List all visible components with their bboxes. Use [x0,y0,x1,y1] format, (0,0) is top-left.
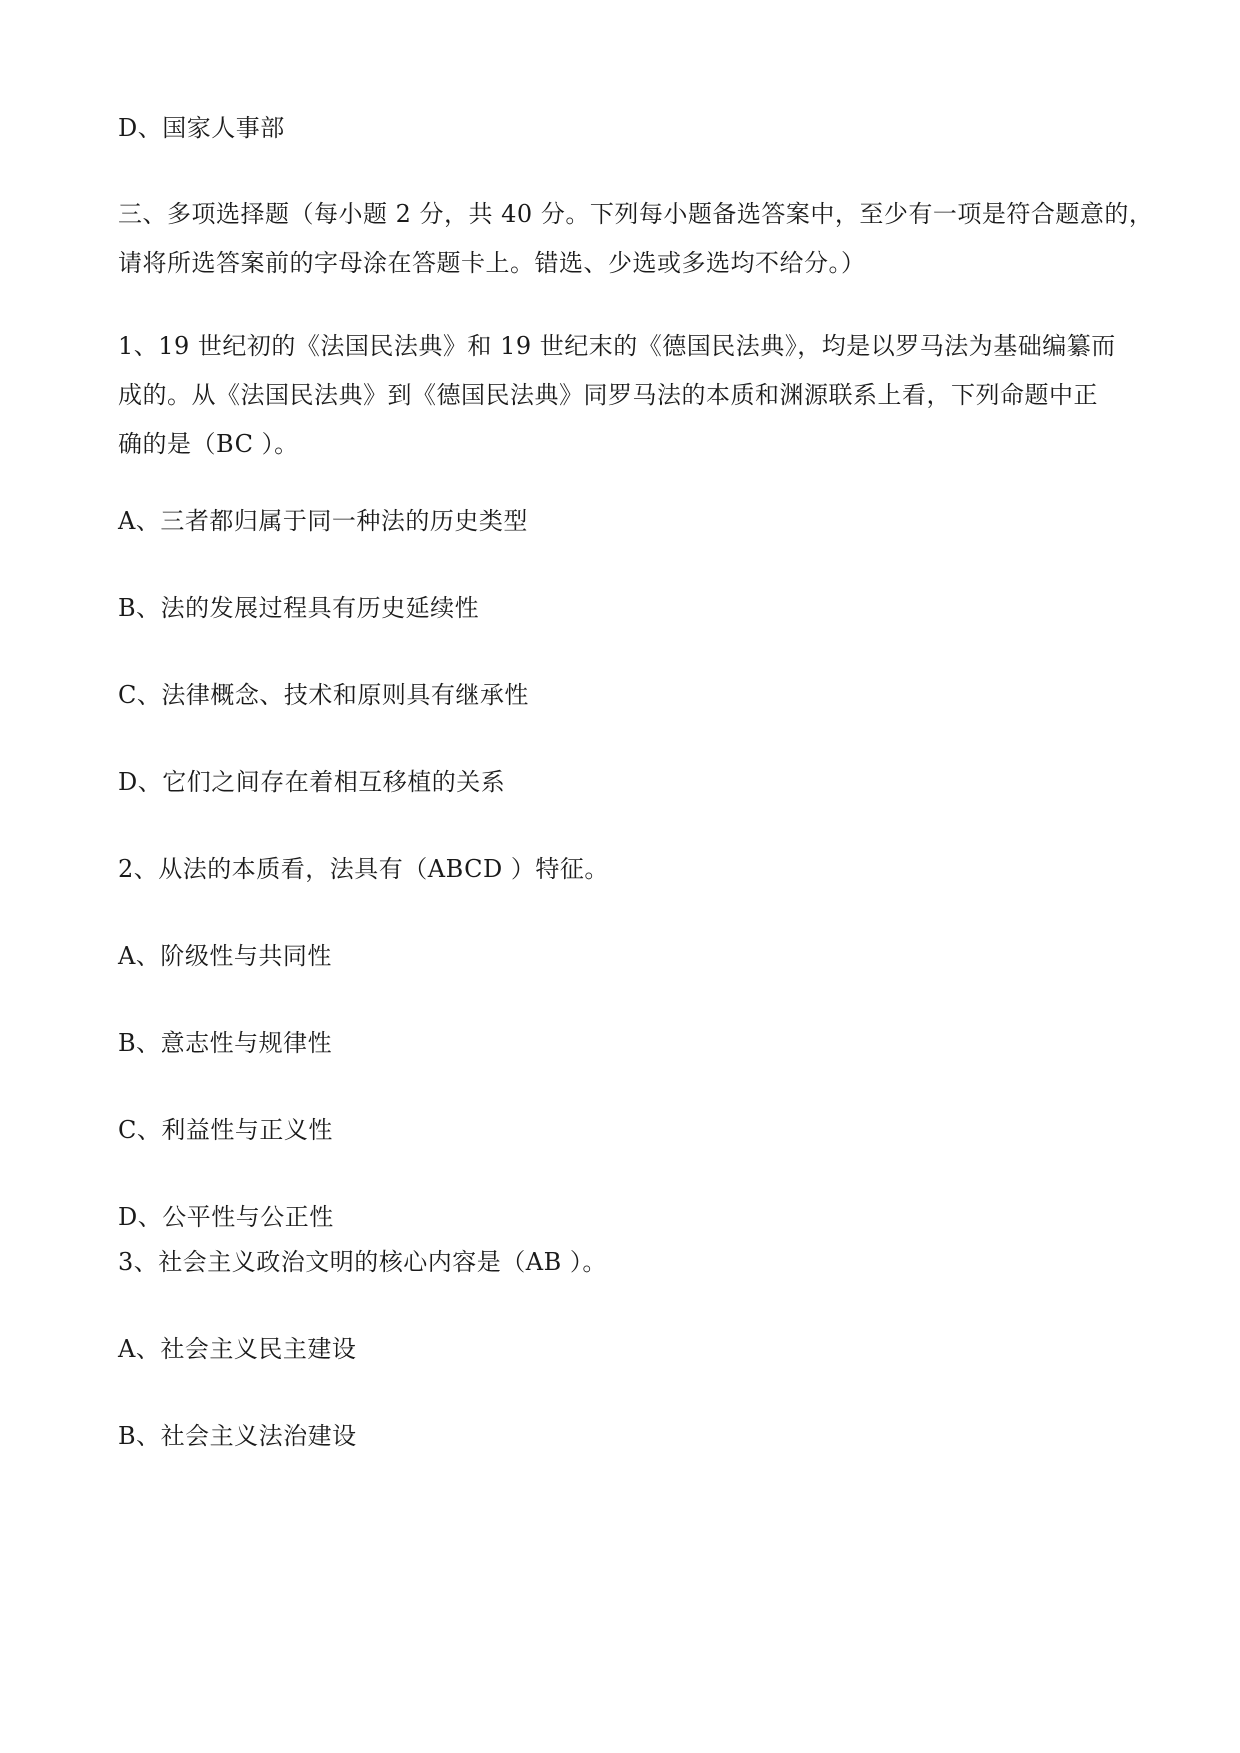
question-1-option-b: B、法的发展过程具有历史延续性 [118,594,480,622]
section-heading-line: 三、多项选择题（每小题 2 分，共 40 分。下列每小题备选答案中，至少有一项是符合题意的， [118,200,1154,228]
question-2-option-a: A、阶级性与共同性 [118,942,332,970]
question-stem-line: 1、19 世纪初的《法国民法典》和 19 世纪末的《德国民法典》，均是以罗马法为基础编纂而 [118,332,1116,360]
section-heading [118,190,1154,288]
section-heading-line: 请将所选答案前的字母涂在答题卡上。错选、少选或多选均不给分。） [118,249,866,277]
question-3-option-a: A、社会主义民主建设 [118,1335,357,1363]
question-1-stem [118,322,1130,469]
question-1-option-d: D、它们之间存在着相互移植的关系 [118,768,506,796]
question-2-option-c: C、利益性与正义性 [118,1116,333,1144]
previous-question-option-d: D、国家人事部 [118,114,285,142]
question-1-option-a: A、三者都归属于同一种法的历史类型 [118,507,528,535]
question-3-stem: 3、社会主义政治文明的核心内容是（AB ）。 [118,1248,607,1276]
question-2-option-d: D、公平性与公正性 [118,1203,334,1231]
question-3-option-b: B、社会主义法治建设 [118,1422,357,1450]
question-stem-line: 确的是（BC ）。 [118,430,299,458]
question-stem-line: 成的。从《法国民法典》到《德国民法典》同罗马法的本质和渊源联系上看，下列命题中正 [118,381,1098,409]
question-2-stem: 2、从法的本质看，法具有（ABCD ）特征。 [118,855,609,883]
question-2-option-b: B、意志性与规律性 [118,1029,333,1057]
question-1-option-c: C、法律概念、技术和原则具有继承性 [118,681,529,709]
